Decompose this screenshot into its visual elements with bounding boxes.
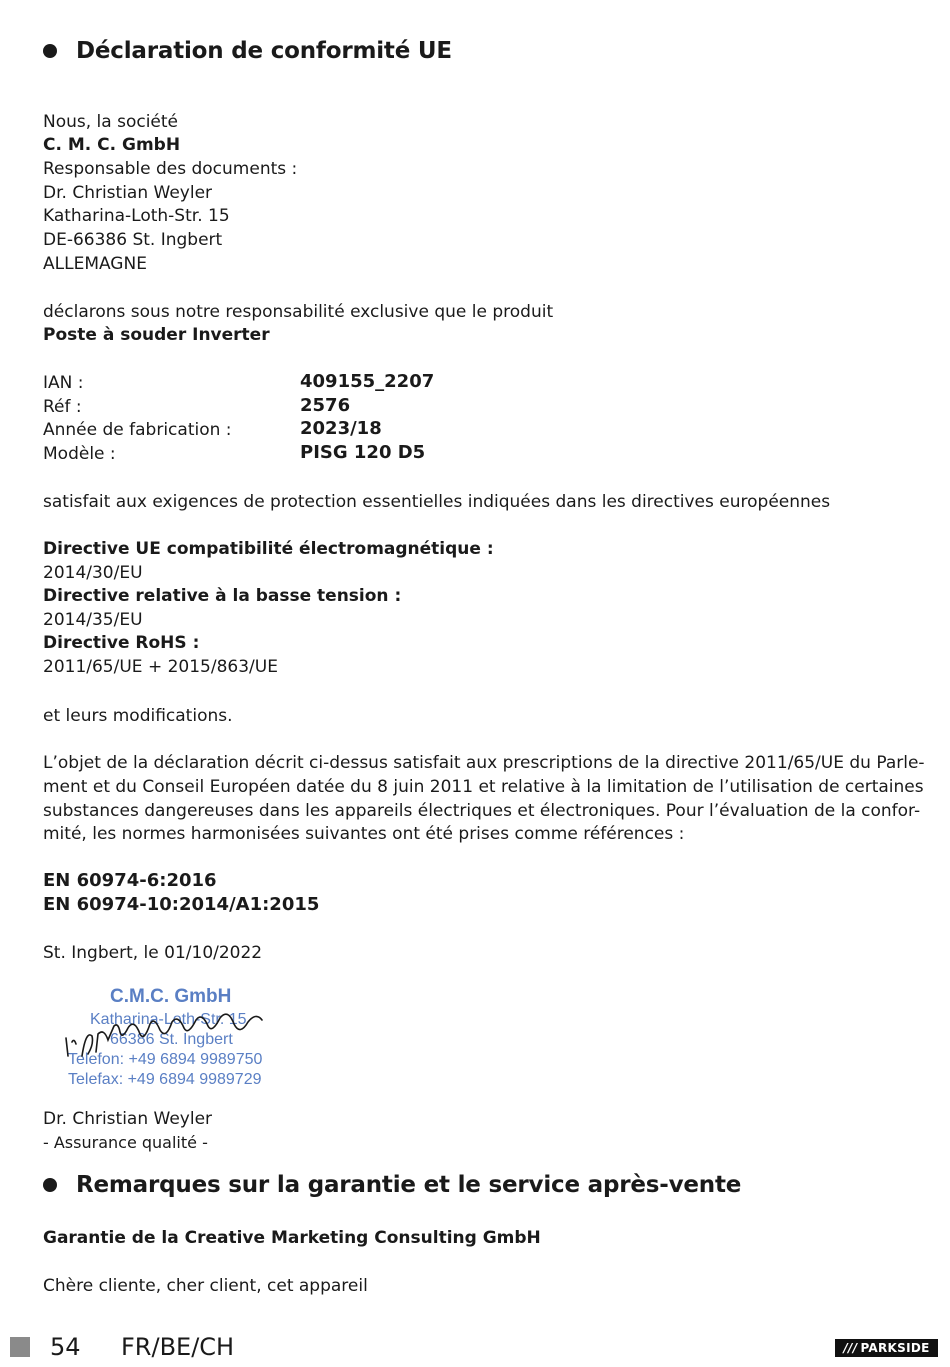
spec-label: Modèle : <box>43 444 116 464</box>
directive-value: 2014/35/EU <box>43 610 143 630</box>
paragraph-line: ment et du Conseil Européen datée du 8 juin 2011 et relative à la limitation de l’utilisation de certaines <box>43 777 924 797</box>
directive-title: Directive relative à la basse tension : <box>43 586 402 606</box>
place-date: St. Ingbert, le 01/10/2022 <box>43 943 263 963</box>
directive-title: Directive RoHS : <box>43 633 200 653</box>
spec-value: 2023/18 <box>300 418 382 439</box>
bullet-icon <box>43 44 57 58</box>
signer-name: Dr. Christian Weyler <box>43 1109 213 1129</box>
company-name: C. M. C. GmbH <box>43 135 181 155</box>
directive-value: 2011/65/UE + 2015/863/UE <box>43 657 278 677</box>
stamp-fax: Telefax: +49 6894 9989729 <box>68 1071 262 1088</box>
address-street: Katharina-Loth-Str. 15 <box>43 206 230 226</box>
spec-value: 409155_2207 <box>300 371 435 392</box>
signer-role: - Assurance qualité - <box>43 1133 208 1152</box>
address-country: ALLEMAGNE <box>43 254 147 274</box>
brand-slashes: /// <box>843 1341 858 1355</box>
brand-name: PARKSIDE <box>860 1341 930 1355</box>
heading-warranty <box>43 1172 741 1198</box>
stamp-company: C.M.C. GmbH <box>110 986 232 1007</box>
heading-declaration <box>43 38 452 64</box>
directive-title: Directive UE compatibilité électromagnétique : <box>43 539 494 559</box>
standard-item: EN 60974-6:2016 <box>43 870 217 891</box>
responsible-name: Dr. Christian Weyler <box>43 183 213 203</box>
paragraph-line: L’objet de la déclaration décrit ci-dessus satisfait aux prescriptions de la directive 2011/65/UE du Parle- <box>43 753 925 773</box>
spec-label: Année de fabrication : <box>43 420 232 440</box>
satisfies-text: satisfait aux exigences de protection essentielles indiquées dans les directives européennes <box>43 492 831 512</box>
product-name: Poste à souder Inverter <box>43 325 270 345</box>
spec-label: IAN : <box>43 373 84 393</box>
warranty-text: Chère cliente, cher client, cet appareil <box>43 1276 368 1296</box>
intro-text: Nous, la société <box>43 112 179 132</box>
company-stamp <box>62 978 312 1090</box>
stamp-street: Katharina-Loth-Str. 15 <box>90 1011 247 1028</box>
responsible-label: Responsable des documents : <box>43 159 298 179</box>
brand-logo <box>835 1339 938 1357</box>
declaration-text: déclarons sous notre responsabilité exclusive que le produit <box>43 302 554 322</box>
heading-warranty-text: Remarques sur la garantie et le service après-vente <box>76 1172 742 1198</box>
paragraph-line: substances dangereuses dans les appareils électriques et électroniques. Pour l’évaluation de la confor- <box>43 801 921 821</box>
standard-item: EN 60974-10:2014/A1:2015 <box>43 894 320 915</box>
spec-value: 2576 <box>300 395 351 416</box>
warranty-subheading: Garantie de la Creative Marketing Consulting GmbH <box>43 1228 541 1248</box>
directive-value: 2014/30/EU <box>43 563 143 583</box>
stamp-phone: Telefon: +49 6894 9989750 <box>68 1051 263 1068</box>
paragraph-line: mité, les normes harmonisées suivantes ont été prises comme références : <box>43 824 685 844</box>
language-code: FR/BE/CH <box>121 1333 235 1361</box>
spec-label: Réf : <box>43 397 82 417</box>
heading-declaration-text: Déclaration de conformité UE <box>76 38 452 64</box>
spec-value: PISG 120 D5 <box>300 442 426 463</box>
page-number: 54 <box>50 1333 81 1361</box>
address-city: DE-66386 St. Ingbert <box>43 230 223 250</box>
footer-marker-icon <box>10 1337 30 1357</box>
bullet-icon <box>43 1178 57 1192</box>
amendments-text: et leurs modifications. <box>43 706 233 726</box>
stamp-city: 66386 St. Ingbert <box>110 1031 233 1048</box>
